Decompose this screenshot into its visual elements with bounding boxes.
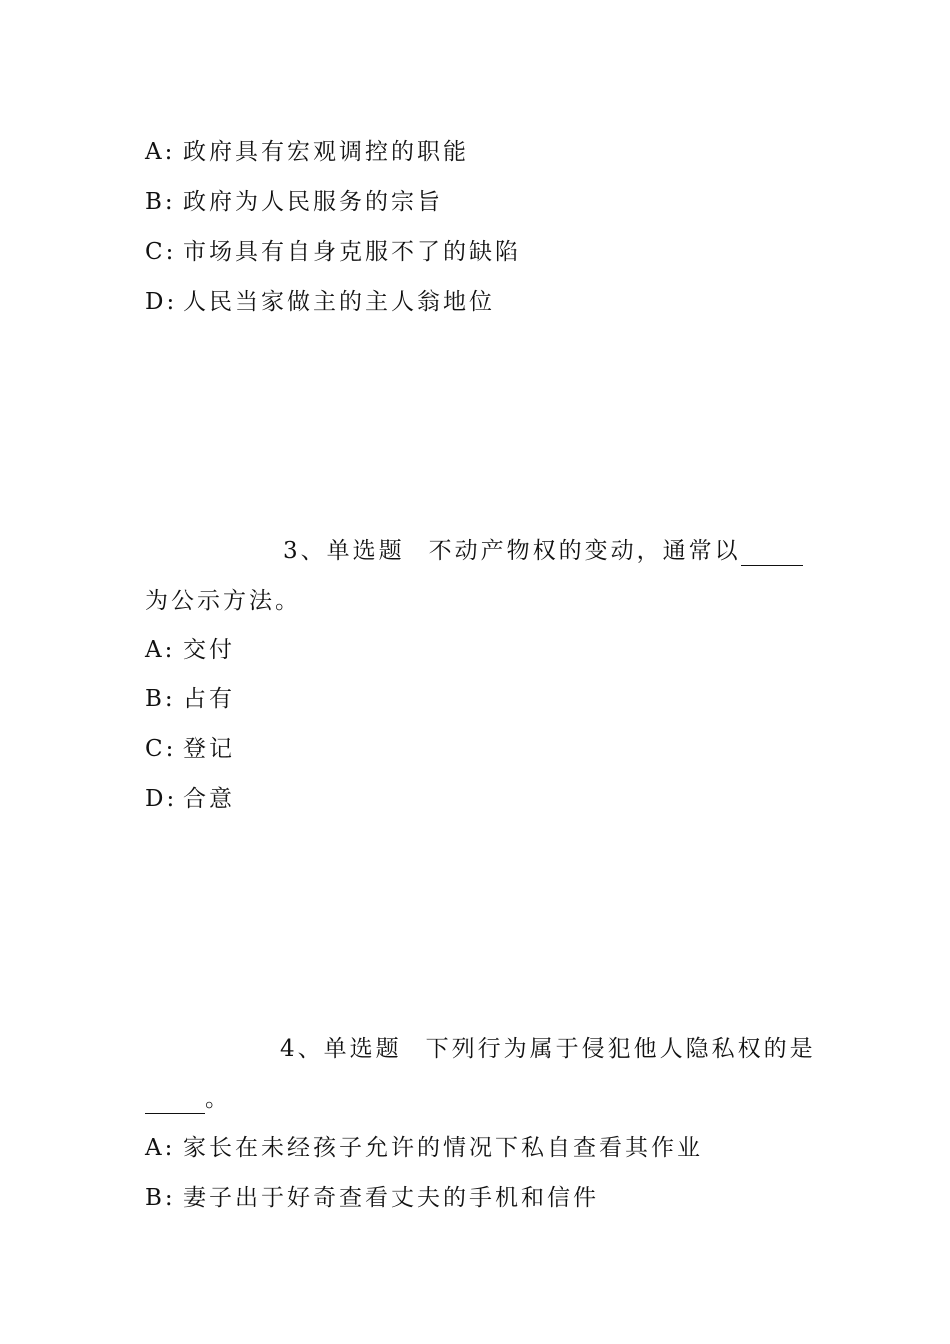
option-key: B: [145, 1185, 176, 1211]
option-text: 家长在未经孩子允许的情况下私自查看其作业 [183, 1135, 703, 1161]
option-text: 政府具有宏观调控的职能 [183, 139, 469, 165]
question-stem: 下列行为属于侵犯他人隐私权的是 [425, 1036, 816, 1062]
q3-option-d [145, 784, 235, 814]
option-key: A: [145, 139, 176, 165]
option-key: C: [145, 736, 177, 762]
q3-stem-line1 [283, 536, 803, 566]
option-text: 政府为人民服务的宗旨 [183, 189, 443, 215]
option-key: A: [145, 1135, 176, 1161]
answer-blank [741, 539, 803, 566]
q3-option-c [145, 734, 235, 764]
option-key: D: [145, 786, 178, 812]
q2-option-d [145, 287, 495, 317]
option-text: 妻子出于好奇查看丈夫的手机和信件 [183, 1185, 599, 1211]
q2-option-a [145, 137, 469, 167]
option-key: D: [145, 289, 178, 315]
q4-option-b [145, 1183, 599, 1213]
question-stem-continued: 为公示方法。 [145, 588, 301, 614]
question-number: 4、单选题 [280, 1036, 402, 1062]
option-text: 市场具有自身克服不了的缺陷 [183, 239, 521, 265]
q2-option-b [145, 187, 443, 217]
option-text: 占有 [183, 686, 235, 712]
option-key: B: [145, 686, 176, 712]
q4-stem-line2 [145, 1084, 231, 1114]
q3-option-b [145, 684, 235, 714]
q2-option-c [145, 237, 521, 267]
q3-stem-line2 [145, 586, 301, 616]
question-stem-continued: 。 [205, 1086, 231, 1112]
option-text: 人民当家做主的主人翁地位 [183, 289, 495, 315]
answer-blank [145, 1087, 205, 1114]
option-key: B: [145, 189, 176, 215]
q4-stem-line1 [280, 1034, 816, 1064]
q3-option-a [145, 635, 235, 665]
option-key: A: [145, 637, 176, 663]
option-key: C: [145, 239, 177, 265]
option-text: 交付 [183, 637, 235, 663]
option-text: 合意 [183, 786, 235, 812]
q4-option-a [145, 1133, 703, 1163]
option-text: 登记 [183, 736, 235, 762]
question-number: 3、单选题 [283, 538, 405, 564]
question-stem: 不动产物权的变动，通常以 [428, 538, 741, 564]
